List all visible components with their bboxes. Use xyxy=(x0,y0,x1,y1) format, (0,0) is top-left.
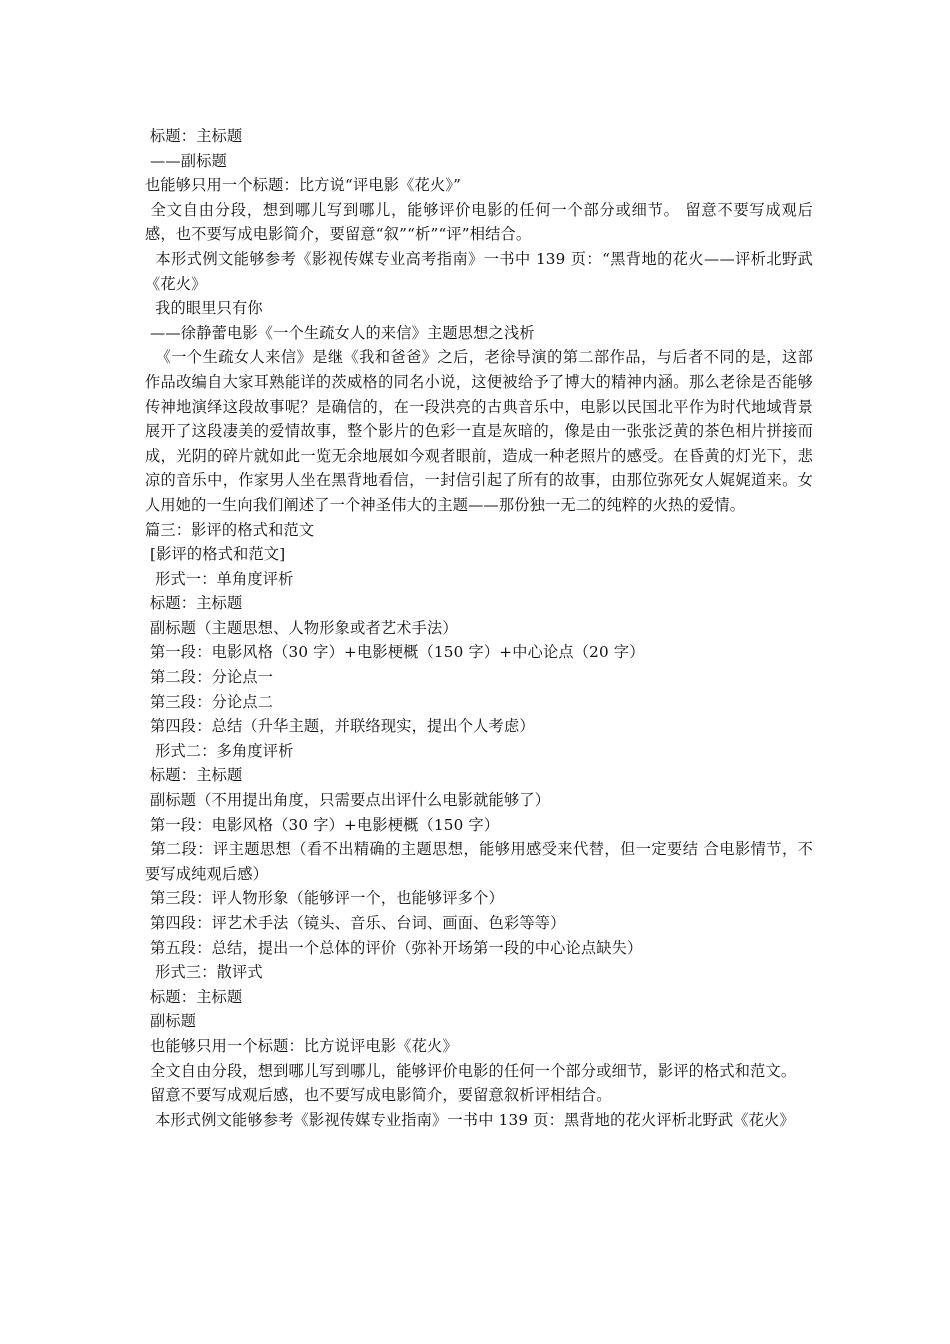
free-paragraph-note: 全文自由分段，想到哪儿写到哪儿，能够评价电影的任何一个部分或细节。 留意不要写成观后感，也不要写成电影简介，要留意“叙”“析”“评”相结合。 xyxy=(145,200,813,244)
format-one-title: 标题：主标题 xyxy=(145,594,243,613)
section-bracket-title: [影评的格式和范文] xyxy=(145,545,286,564)
format-three-title: 标题：主标题 xyxy=(145,987,243,1006)
format-two-heading: 形式二：多角度评析 xyxy=(145,741,294,760)
format-one-para-2: 第二段：分论点一 xyxy=(145,668,274,687)
format-two-para-1: 第一段：电影风格（30 字）+电影梗概（150 字） xyxy=(145,815,500,834)
format-three-single-title-note: 也能够只用一个标题：比方说评电影《花火》 xyxy=(145,1036,458,1055)
format-one-para-3: 第三段：分论点二 xyxy=(145,692,274,711)
format-one-para-1: 第一段：电影风格（30 字）+电影梗概（150 字）+中心论点（20 字） xyxy=(145,643,645,662)
document-body xyxy=(145,124,813,1132)
format-three-reference-note: 本形式例文能够参考《影视传媒专业指南》一书中 139 页：黑背地的花火评析北野武《花火》 xyxy=(145,1110,795,1129)
format-two-title: 标题：主标题 xyxy=(145,766,243,785)
section-heading: 篇三：影评的格式和范文 xyxy=(145,520,315,539)
format-one-para-4: 第四段：总结（升华主题，并联络现实，提出个人考虑） xyxy=(145,717,535,736)
format-two-subtitle: 副标题（不用提出角度，只需要点出评什么电影就能够了） xyxy=(145,791,551,810)
example-title: 我的眼里只有你 xyxy=(145,299,263,318)
reference-note: 本形式例文能够参考《影视传媒专业高考指南》一书中 139 页：“黑背地的花火——评析北野武《花火》 xyxy=(145,249,813,293)
format-three-caution-note: 留意不要写成观后感，也不要写成电影简介，要留意叙析评相结合。 xyxy=(145,1086,612,1105)
example-subtitle: ——徐静蕾电影《一个生疏女人的来信》主题思想之浅析 xyxy=(145,323,535,342)
subtitle-format-line: ——副标题 xyxy=(145,151,227,170)
example-paragraph: 《一个生疏女人来信》是继《我和爸爸》之后，老徐导演的第二部作品，与后者不同的是，这部作品改编自大家耳熟能详的茨威格的同名小说，这便被给予了博大的精神内涵。那么老徐是否能够传神地演绎这段故事呢？是确信的，在一段洪亮的古典音乐中，电影以民国北平作为时代地域背景展开了这段凄美的爱情故事，整个影片的色彩一直是灰暗的，像是由一张张泛黄的茶色相片拼接而成，光阴的碎片就如此一览无余地展如今观者眼前，造成一种老照片的感受。在昏黄的灯光下，悲凉的音乐中，作家男人坐在黑背地看信，一封信引起了所有的故事，由那位弥死女人娓娓道来。女人用她的一生向我们阐述了一个神圣伟大的主题——那份独一无二的纯粹的火热的爱情。 xyxy=(145,348,813,514)
format-two-para-5: 第五段：总结，提出一个总体的评价（弥补开场第一段的中心论点缺失） xyxy=(145,938,643,957)
format-two-para-4: 第四段：评艺术手法（镜头、音乐、台词、画面、色彩等等） xyxy=(145,914,566,932)
format-three-free-paragraph-note: 全文自由分段，想到哪儿写到哪儿，能够评价电影的任何一个部分或细节，影评的格式和范文。 xyxy=(145,1061,797,1080)
format-two-para-2: 第二段：评主题思想（看不出精确的主题思想，能够用感受来代替，但一定要结 合电影情节，不要写成纯观后感） xyxy=(145,840,814,883)
format-three-heading: 形式三：散评式 xyxy=(145,963,263,982)
format-two-para-3: 第三段：评人物形象（能够评一个，也能够评多个） xyxy=(145,889,504,908)
format-one-heading: 形式一：单角度评析 xyxy=(145,569,294,588)
single-title-note: 也能够只用一个标题：比方说“评电影《花火》” xyxy=(145,176,462,195)
format-one-subtitle: 副标题（主题思想、人物形象或者艺术手法） xyxy=(145,618,458,637)
title-format-line: 标题：主标题 xyxy=(145,127,243,145)
format-three-subtitle: 副标题 xyxy=(145,1012,197,1031)
